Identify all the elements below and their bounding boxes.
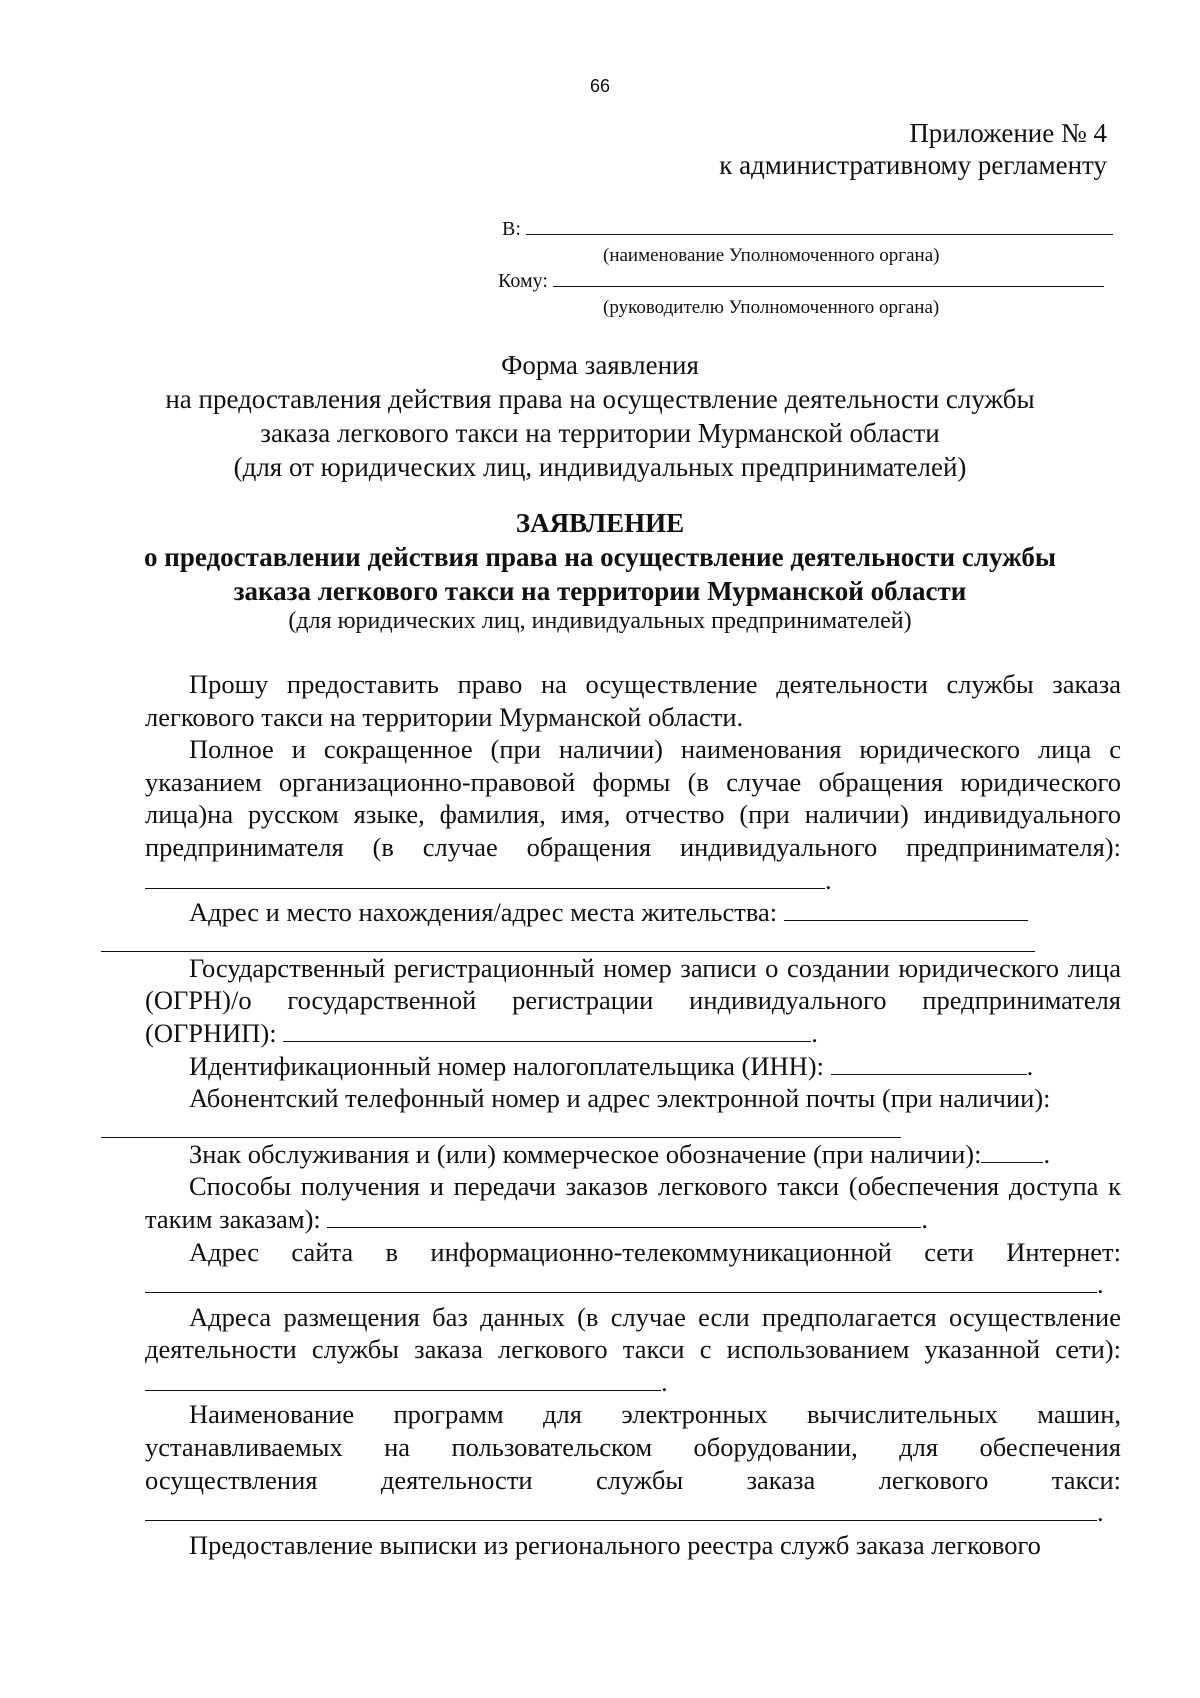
inn-paragraph: Идентификационный номер налогоплательщика (ИНН): .	[189, 1050, 1034, 1081]
address-blank-line-1[interactable]	[784, 898, 1028, 921]
name-paragraph: Полное и сокращенное (при наличии) наименования юридического лица с указанием организационно-правовой формы (в случае обращения юридического лица)на русском языке, фамилия, имя, отчество (при наличии) индивидуального предпринимателя (в случае обращения индивидуального предпринимателя): .	[145, 734, 1121, 895]
statement-body	[145, 668, 1121, 1561]
website-blank-line[interactable]	[145, 1270, 1097, 1293]
to-label: В:	[502, 218, 521, 240]
orders-method-paragraph: Способы получения и передачи заказов легкового такси (обеспечения доступа к таким заказам): .	[145, 1171, 1121, 1234]
name-blank-line[interactable]	[145, 866, 825, 889]
trademark-paragraph: Знак обслуживания и (или) коммерческое обозначение (при наличии): .	[189, 1138, 1051, 1169]
statement-subheading-line-2: заказа легкового такси на территории Мурманской области	[233, 576, 967, 606]
contacts-blank-line[interactable]	[101, 1115, 901, 1138]
appendix-reference: к административному регламенту	[719, 150, 1107, 180]
whom-blank-line[interactable]	[553, 270, 1104, 287]
form-subtitle-line-2: заказа легкового такси на территории Мурманской области	[260, 418, 940, 448]
database-blank-line[interactable]	[145, 1368, 661, 1391]
form-subtitle-line-1: на предоставления действия права на осуществление деятельности службы	[165, 384, 1035, 414]
database-paragraph: Адреса размещения баз данных (в случае если предполагается осуществление деятельности службы заказа легкового такси с использованием указанной сети): .	[145, 1301, 1121, 1397]
to-field	[502, 218, 1113, 241]
form-subtitle-line-3: (для от юридических лиц, индивидуальных предпринимателей)	[233, 452, 967, 482]
statement-heading: ЗАЯВЛЕНИЕ	[515, 508, 685, 538]
ogrn-paragraph: Государственный регистрационный номер записи о создании юридического лица (ОГРН)/о государственной регистрации индивидуального предпринимателя (ОГРНИП): .	[145, 952, 1121, 1048]
to-hint: (наименование Уполномоченного органа)	[603, 245, 940, 266]
request-paragraph: Прошу предоставить право на осуществление деятельности службы заказа легкового такси на территории Мурманской области.	[145, 669, 1121, 732]
software-line: .	[145, 1496, 1121, 1529]
trademark-blank-line[interactable]	[981, 1140, 1043, 1163]
address-paragraph: Адрес и место нахождения/адрес места жительства:	[145, 896, 1121, 952]
appendix-number: Приложение № 4	[909, 118, 1107, 148]
statement-subheading-line-1: о предоставлении действия права на осуществление деятельности службы	[144, 542, 1056, 572]
statement-subheading-line-3: (для юридических лиц, индивидуальных предпринимателей)	[288, 608, 912, 634]
whom-hint: (руководителю Уполномоченного органа)	[603, 297, 940, 318]
orders-method-blank-line[interactable]	[327, 1205, 921, 1228]
ogrn-blank-line[interactable]	[283, 1019, 811, 1042]
website-paragraph: Адрес сайта в информационно-телекоммуникационной сети Интернет:	[189, 1236, 1121, 1267]
inn-blank-line[interactable]	[831, 1052, 1027, 1075]
registry-extract-paragraph: Предоставление выписки из регионального реестра служб заказа легкового	[189, 1529, 1041, 1560]
to-blank-line[interactable]	[526, 218, 1113, 235]
page-number: 66	[589, 76, 611, 96]
software-blank-line[interactable]	[145, 1498, 1097, 1521]
address-blank-line-2[interactable]	[101, 929, 1035, 952]
whom-field	[498, 270, 1104, 293]
contacts-paragraph: Абонентский телефонный номер и адрес электронной почты (при наличии):	[145, 1082, 1121, 1138]
website-line: .	[145, 1268, 1121, 1301]
form-title: Форма заявления	[501, 350, 699, 380]
software-paragraph: Наименование программ для электронных вычислительных машин, устанавливаемых на пользовательском оборудовании, для обеспечения осуществления деятельности службы заказа легкового такси:	[145, 1399, 1121, 1495]
whom-label: Кому:	[498, 270, 548, 292]
